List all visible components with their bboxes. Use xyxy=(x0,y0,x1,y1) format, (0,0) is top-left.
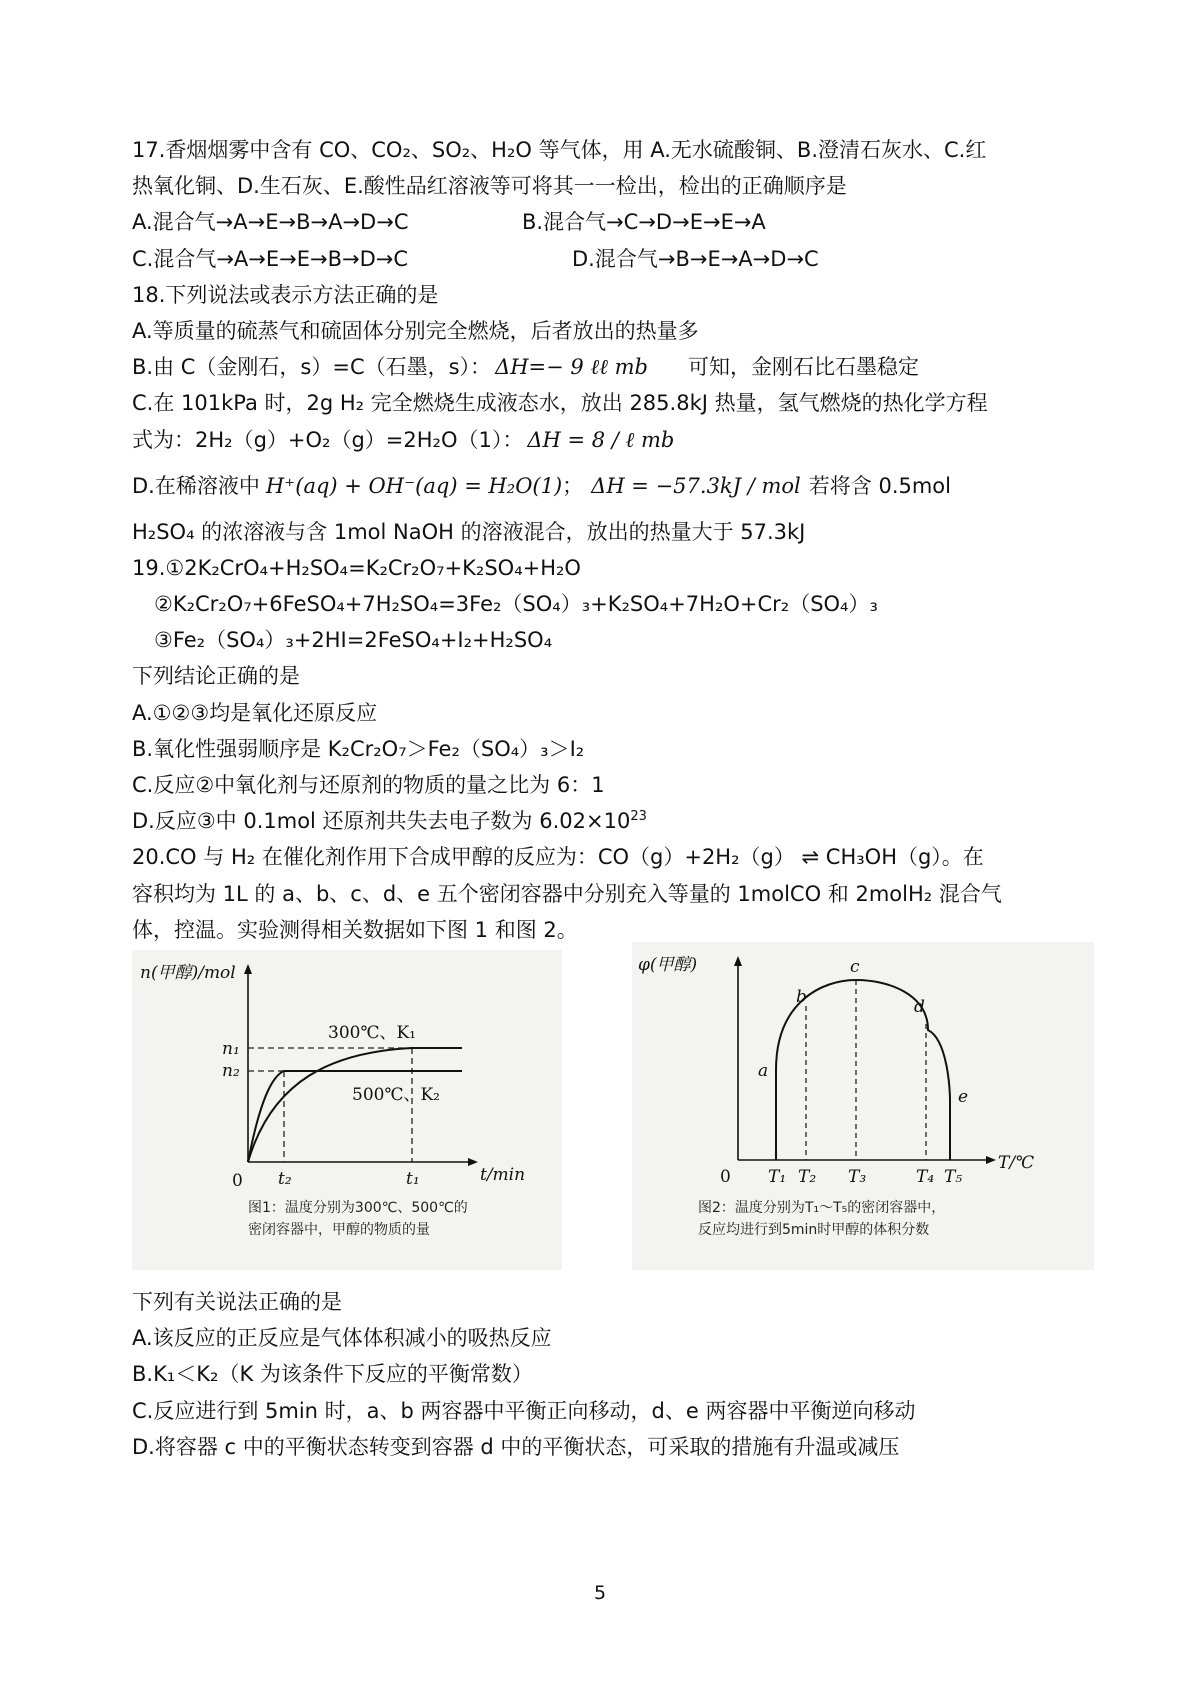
q18-option-d-text: D.在稀溶液中 xyxy=(132,473,260,498)
q20-option-c: C.反应进行到 5min 时，a、b 两容器中平衡正向移动，d、e 两容器中平衡逆向移动 xyxy=(132,1398,916,1423)
q17-option-d: D.混合气→B→E→A→D→C xyxy=(572,246,819,271)
fig2-caption-line2: 反应均进行到5min时甲醇的体积分数 xyxy=(698,1221,930,1238)
q18-option-c-line2 xyxy=(132,422,1082,458)
q17-options-row1 xyxy=(132,204,1082,240)
q17-option-c: C.混合气→A→E→E→B→D→C xyxy=(132,246,409,271)
q20-stem-line2: 容积均为 1L 的 a、b、c、d、e 五个密闭容器中分别充入等量的 1molCO 和 2molH₂ 混合气 xyxy=(132,881,1002,906)
q19-option-d-exponent: 23 xyxy=(630,809,647,825)
q18-option-b xyxy=(132,349,1082,385)
q17-options-row2 xyxy=(132,241,1082,277)
q18-option-b-text: B.由 C（金刚石，s）=C（石墨，s）： xyxy=(132,355,492,380)
q18-option-d-ionic-equation: H⁺(aq) + OH⁻(aq) = H₂O(1) xyxy=(265,473,563,498)
fig1-500c-label: 500℃、K₂ xyxy=(352,1084,440,1105)
fig2-caption-line1: 图2：温度分别为T₁～T₅的密闭容器中， xyxy=(698,1199,946,1216)
fig1-300c-label: 300℃、K₁ xyxy=(328,1022,416,1043)
q17-option-a: A.混合气→A→E→B→A→D→C xyxy=(132,210,409,235)
fig2-point-d: d xyxy=(914,996,925,1017)
fig1-origin: 0 xyxy=(232,1170,243,1191)
q20-option-d: D.将容器 c 中的平衡状态转变到容器 d 中的平衡状态，可采取的措施有升温或减压 xyxy=(132,1434,900,1459)
q18-option-b-conclusion: 可知，金刚石比石墨稳定 xyxy=(687,355,919,380)
q20-figures xyxy=(132,950,1082,1280)
fig2-x-axis-label: T/℃ xyxy=(998,1152,1035,1173)
q18-stem: 18.下列说法或表示方法正确的是 xyxy=(132,282,439,307)
q17-stem-line2: 热氧化铜、D.生石灰、E.酸性品红溶液等可将其一一检出，检出的正确顺序是 xyxy=(132,174,847,199)
fig1-caption-line2: 密闭容器中，甲醇的物质的量 xyxy=(248,1221,430,1238)
q18-option-a: A.等质量的硫蒸气和硫固体分别完全燃烧，后者放出的热量多 xyxy=(132,318,699,343)
fig1-y-axis-label: n(甲醇)/mol xyxy=(140,962,236,983)
q19-option-c: C.反应②中氧化剂与还原剂的物质的量之比为 6：1 xyxy=(132,773,605,797)
fig2-point-a: a xyxy=(758,1060,769,1081)
q19-option-b: B.氧化性强弱顺序是 K₂Cr₂O₇＞Fe₂（SO₄）₃＞I₂ xyxy=(132,736,585,761)
q18-option-c-line1: C.在 101kPa 时，2g H₂ 完全燃烧生成液态水，放出 285.8kJ 热量，氢气燃烧的热化学方程 xyxy=(132,391,988,416)
q18-option-b-enthalpy: ΔH=− 9 ℓℓ mb xyxy=(495,355,648,380)
fig2-t2-label: T₂ xyxy=(798,1166,817,1187)
fig1-caption-line1: 图1：温度分别为300℃、500℃的 xyxy=(248,1199,468,1216)
q20-option-a: A.该反应的正反应是气体体积减小的吸热反应 xyxy=(132,1326,552,1351)
q19-equation-3: ③Fe₂（SO₄）₃+2HI=2FeSO₄+I₂+H₂SO₄ xyxy=(154,628,553,653)
q18-option-d-semicolon: ； xyxy=(562,473,584,498)
fig1-n2-label: n₂ xyxy=(222,1060,240,1081)
q17-option-b: B.混合气→C→D→E→E→A xyxy=(522,210,766,235)
q17-stem-line1: 17.香烟烟雾中含有 CO、CO₂、SO₂、H₂O 等气体，用 A.无水硫酸铜、B.澄清石灰水、C.红 xyxy=(132,138,987,162)
q19-option-a: A.①②③均是氧化还原反应 xyxy=(132,700,378,725)
q19-equation-2: ②K₂Cr₂O₇+6FeSO₄+7H₂SO₄=3Fe₂（SO₄）₃+K₂SO₄+7H₂O+Cr₂（SO₄）₃ xyxy=(154,592,878,617)
q18-option-d-condition: 若将含 0.5mol xyxy=(808,473,951,498)
q18-option-d-line2: H₂SO₄ 的浓溶液与含 1mol NaOH 的溶液混合，放出的热量大于 57.3kJ xyxy=(132,519,806,544)
fig2-point-e: e xyxy=(958,1086,969,1107)
fig2-y-axis-label: φ(甲醇) xyxy=(638,954,698,975)
fig2-t4-label: T₄ xyxy=(916,1166,935,1187)
figure-1-methanol-amount xyxy=(132,950,562,1270)
fig2-t5-label: T₅ xyxy=(944,1166,963,1187)
q18-option-c-enthalpy: ΔH = 8 / ℓ mb xyxy=(527,427,675,452)
figure-2-background xyxy=(632,942,1094,1270)
fig1-t2-label: t₂ xyxy=(278,1168,292,1189)
q18-option-d-enthalpy: ΔH = −57.3kJ / mol xyxy=(591,473,801,498)
q19-option-d-text: D.反应③中 0.1mol 还原剂共失去电子数为 6.02×10 xyxy=(132,809,631,834)
fig1-t1-label: t₁ xyxy=(406,1168,420,1189)
q19-option-d xyxy=(132,803,1082,839)
fig1-x-axis-label: t/min xyxy=(480,1164,526,1185)
q20-stem-question: 下列有关说法正确的是 xyxy=(132,1289,342,1314)
q20-option-b: B.K₁＜K₂（K 为该条件下反应的平衡常数） xyxy=(132,1362,533,1387)
fig2-point-c: c xyxy=(850,956,860,977)
fig2-t1-label: T₁ xyxy=(768,1166,787,1187)
page-content xyxy=(132,132,1082,1465)
q20-stem-line3: 体，控温。实验测得相关数据如下图 1 和图 2。 xyxy=(132,917,578,942)
page-number: 5 xyxy=(593,1582,607,1604)
fig2-point-b: b xyxy=(796,986,807,1007)
figure-2-methanol-volume-fraction xyxy=(632,942,1094,1270)
q19-equation-1: 19.①2K₂CrO₄+H₂SO₄=K₂Cr₂O₇+K₂SO₄+H₂O xyxy=(132,555,581,580)
fig2-t3-label: T₃ xyxy=(848,1166,867,1187)
fig2-origin: 0 xyxy=(720,1166,731,1187)
q18-option-d-line1 xyxy=(132,464,1082,508)
fig1-n1-label: n₁ xyxy=(222,1038,240,1059)
q18-option-c-equation: 式为：2H₂（g）+O₂（g）=2H₂O（1）： xyxy=(132,427,524,452)
q19-stem: 下列结论正确的是 xyxy=(132,664,300,689)
q20-stem-line1: 20.CO 与 H₂ 在催化剂作用下合成甲醇的反应为：CO（g）+2H₂（g） ⇌ CH₃OH（g）。在 xyxy=(132,845,984,870)
